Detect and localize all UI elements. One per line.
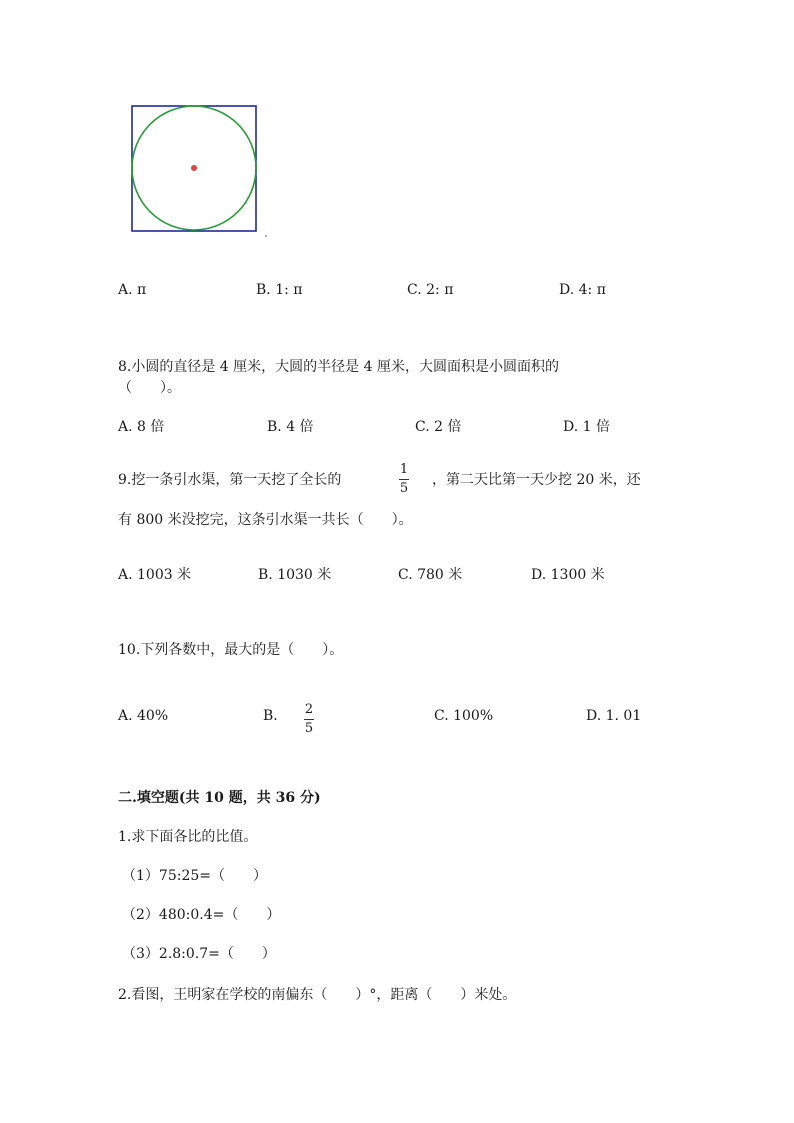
q7-option-c[interactable]: C. 2: π xyxy=(407,282,454,298)
q7-option-d[interactable]: D. 4: π xyxy=(559,282,606,298)
square-circle-figure xyxy=(125,100,275,240)
q8-question-line2: （ ）。 xyxy=(118,380,181,396)
s2-q1-item-2: （2）480:0.4=（ ） xyxy=(122,907,281,923)
q9-question-line2: 有 800 米没挖完，这条引水渠一共长（ ）。 xyxy=(118,512,413,528)
s2-q1-item-3: （3）2.8:0.7=（ ） xyxy=(122,946,276,962)
q10-option-a[interactable]: A. 40% xyxy=(118,708,169,724)
q8-option-c[interactable]: C. 2 倍 xyxy=(415,419,462,435)
q8-option-d[interactable]: D. 1 倍 xyxy=(563,419,610,435)
s2-q1-question: 1.求下面各比的比值。 xyxy=(118,829,258,845)
q8-question-line1: 8.小圆的直径是 4 厘米，大圆的半径是 4 厘米，大圆面积是小圆面积的 xyxy=(118,359,559,375)
q10-fraction-numerator: 2 xyxy=(304,702,314,717)
small-dot xyxy=(265,235,267,237)
q10-question: 10.下列各数中，最大的是（ ）。 xyxy=(118,642,344,658)
q10-option-c[interactable]: C. 100% xyxy=(434,708,494,724)
q9-option-c[interactable]: C. 780 米 xyxy=(398,567,463,583)
q9-fraction-denominator: 5 xyxy=(399,481,409,496)
q10-option-b[interactable]: B. xyxy=(263,708,278,724)
q9-question-part1: 9.挖一条引水渠，第一天挖了全长的 xyxy=(118,472,342,488)
section2-title: 二.填空题(共 10 题，共 36 分) xyxy=(118,790,321,806)
q9-fraction xyxy=(399,463,409,496)
q7-option-b[interactable]: B. 1: π xyxy=(256,282,303,298)
q9-option-d[interactable]: D. 1300 米 xyxy=(531,567,605,583)
s2-q2-question: 2.看图，王明家在学校的南偏东（ ）°，距离（ ）米处。 xyxy=(118,987,517,1003)
q8-option-b[interactable]: B. 4 倍 xyxy=(267,419,314,435)
q7-option-a[interactable]: A. π xyxy=(118,282,147,298)
q10-option-b-fraction xyxy=(304,703,314,736)
circle-center-dot xyxy=(191,165,197,171)
s2-q1-item-1: （1）75:25=（ ） xyxy=(122,868,267,884)
q9-fraction-numerator: 1 xyxy=(399,462,409,477)
q9-option-a[interactable]: A. 1003 米 xyxy=(118,567,192,583)
q10-fraction-denominator: 5 xyxy=(304,721,314,736)
q9-question-part2: ，第二天比第一天少挖 20 米，还 xyxy=(432,472,641,488)
q8-option-a[interactable]: A. 8 倍 xyxy=(118,419,165,435)
q9-option-b[interactable]: B. 1030 米 xyxy=(258,567,332,583)
q10-option-d[interactable]: D. 1. 01 xyxy=(586,708,642,724)
